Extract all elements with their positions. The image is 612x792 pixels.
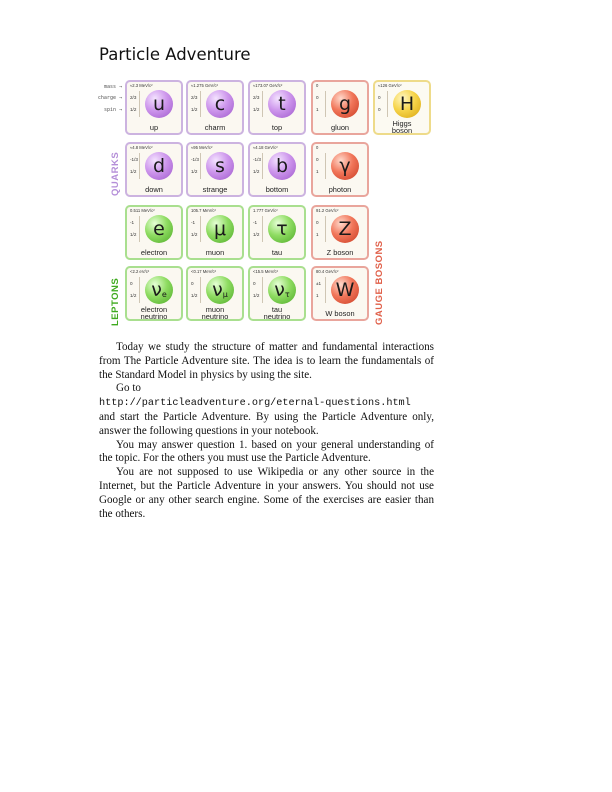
particle-mass: 1.777 GeV/c² (253, 208, 278, 213)
particle-charge: 2/3 (130, 95, 137, 100)
particle-spin: 1/2 (130, 169, 137, 174)
particle-name (375, 120, 429, 134)
gauge-bosons-label: GAUGE BOSONS (374, 240, 385, 325)
particle-name (313, 124, 367, 131)
particle-charge: ±1 (316, 281, 322, 286)
particle-spin: 1 (316, 232, 319, 237)
particle-name-line1: strange (202, 185, 228, 194)
particle-name-line2: neutrino (263, 312, 291, 321)
particle-charge: 0 (253, 281, 256, 286)
particle-name (188, 124, 242, 131)
particle-card (125, 266, 183, 321)
particle-mass: ≈1.275 GeV/c² (191, 83, 218, 88)
body-text (99, 341, 434, 521)
particle-mass: 0.511 MeV/c² (130, 208, 155, 213)
divider (262, 277, 263, 303)
particle-charge: -1/3 (130, 157, 138, 162)
symbol-glyph: d (152, 155, 166, 177)
particle-spin: 1/2 (130, 107, 137, 112)
particle-name-line1: down (145, 185, 163, 194)
divider (139, 216, 140, 242)
particle-symbol (331, 276, 359, 304)
symbol-glyph: ν (212, 279, 223, 301)
particle-mass: ≈4.18 GeV/c² (253, 145, 278, 150)
particle-name-line1: electron (140, 305, 168, 314)
particle-spin: 1/2 (191, 232, 198, 237)
divider (325, 91, 326, 117)
particle-card (125, 80, 183, 135)
divider (262, 216, 263, 242)
symbol-glyph: g (338, 93, 352, 115)
leptons-label: LEPTONS (110, 277, 121, 326)
particle-charge: -1/3 (253, 157, 261, 162)
particle-charge: 0 (130, 281, 133, 286)
particle-name-line1: photon (328, 185, 352, 194)
legend-charge: charge → (97, 95, 122, 101)
page-title: Particle Adventure (99, 45, 251, 64)
particle-name-line1: Z boson (326, 248, 354, 257)
divider (200, 277, 201, 303)
particle-spin: 1 (316, 293, 319, 298)
particle-name (250, 124, 304, 131)
particle-charge: -1 (130, 220, 135, 225)
particle-name-line1: muon (205, 248, 225, 257)
particle-name-line1: up (149, 123, 159, 132)
divider (200, 91, 201, 117)
url-line (99, 396, 434, 411)
particle-mass: 91.2 GeV/c² (316, 208, 339, 213)
particle-name (313, 186, 367, 193)
particle-name-line2: boson (391, 126, 413, 135)
particle-card (186, 205, 244, 260)
particle-card (311, 80, 369, 135)
legend-mass: mass → (103, 84, 122, 90)
particle-name (127, 124, 181, 131)
symbol-glyph: ν (274, 279, 285, 301)
particle-mass: 0 (316, 145, 319, 150)
particle-name-line2: neutrino (140, 312, 168, 321)
particle-card (125, 142, 183, 197)
particle-card (125, 205, 183, 260)
particle-card (186, 266, 244, 321)
particle-spin: 1/2 (253, 169, 260, 174)
symbol-glyph: b (275, 155, 289, 177)
divider (325, 277, 326, 303)
divider (200, 153, 201, 179)
particle-name (250, 306, 304, 320)
particle-spin: 1 (316, 169, 319, 174)
rules-paragraph: You are not supposed to use Wikipedia or any other source in the Internet, but the Particle Adventure in your answers. You should not use Google or any other search engine. Some of the exercises are easier than the others. (99, 466, 434, 520)
divider (325, 216, 326, 242)
particle-card (311, 142, 369, 197)
particle-name (127, 306, 181, 320)
particle-mass: ≈95 MeV/c² (191, 145, 213, 150)
particle-mass: 80.4 GeV/c² (316, 269, 339, 274)
quarks-label: QUARKS (110, 151, 121, 196)
particle-card (373, 80, 431, 135)
particle-symbol (331, 152, 359, 180)
particle-charge: 2/3 (253, 95, 260, 100)
particle-name-line1: electron (140, 248, 168, 257)
particle-spin: 1/2 (253, 293, 260, 298)
particle-symbol (206, 276, 234, 304)
particle-mass: 105.7 MeV/c² (191, 208, 216, 213)
particle-charge: -1/3 (191, 157, 199, 162)
particle-name-line1: top (271, 123, 283, 132)
symbol-glyph: H (399, 93, 415, 115)
particle-card (248, 80, 306, 135)
particle-name (250, 186, 304, 193)
particle-name-line1: charm (204, 123, 226, 132)
particle-mass: 0 (316, 83, 319, 88)
adventure-url[interactable]: http://particleadventure.org/eternal-questions.html (99, 398, 411, 410)
particle-symbol (206, 90, 234, 118)
particle-mass: ≈126 GeV/c² (378, 83, 402, 88)
particle-name-line1: bottom (265, 185, 289, 194)
standard-model-chart (0, 0, 612, 340)
divider (200, 216, 201, 242)
goto-line: Go to (116, 382, 141, 395)
symbol-subscript: μ (222, 289, 228, 299)
symbol-glyph: c (214, 93, 226, 115)
particle-card (248, 205, 306, 260)
particle-spin: 1/2 (130, 293, 137, 298)
particle-name-line1: tau (271, 248, 283, 257)
symbol-glyph: W (335, 279, 355, 301)
divider (262, 153, 263, 179)
particle-mass: ≈2.3 MeV/c² (130, 83, 153, 88)
intro-paragraph: Today we study the structure of matter and fundamental interactions from The Particle Adventure site. The idea is to learn the fundamentals of the Standard Model in physics by using the site. (99, 341, 434, 381)
particle-card (248, 142, 306, 197)
particle-name (250, 249, 304, 256)
particle-mass: ≈173.07 GeV/c² (253, 83, 283, 88)
symbol-glyph: μ (213, 218, 227, 240)
particle-name (127, 186, 181, 193)
particle-card (248, 266, 306, 321)
particle-mass: <2.2 eV/c² (130, 269, 150, 274)
divider (139, 277, 140, 303)
particle-spin: 1/2 (191, 107, 198, 112)
divider (262, 91, 263, 117)
particle-charge: -1 (253, 220, 258, 225)
particle-charge: -1 (191, 220, 196, 225)
symbol-glyph: e (153, 218, 165, 240)
legend-spin: spin → (103, 107, 122, 113)
start-paragraph: and start the Particle Adventure. By using the Particle Adventure only, answer the following questions in your notebook. (99, 410, 434, 437)
particle-mass: ≈4.8 MeV/c² (130, 145, 153, 150)
particle-mass: <0.17 MeV/c² (191, 269, 217, 274)
particle-card (186, 142, 244, 197)
particle-symbol (206, 215, 234, 243)
particle-spin: 1/2 (253, 107, 260, 112)
particle-name-line1: muon (205, 305, 225, 314)
particle-symbol (145, 152, 173, 180)
particle-name (188, 306, 242, 320)
particle-charge: 0 (378, 95, 381, 100)
particle-spin: 1/2 (191, 293, 198, 298)
particle-name-line1: gluon (330, 123, 350, 132)
particle-charge: 2/3 (191, 95, 198, 100)
particle-card (311, 266, 369, 321)
particle-charge: 0 (316, 95, 319, 100)
particle-symbol (145, 90, 173, 118)
particle-spin: 0 (378, 107, 381, 112)
particle-name (127, 249, 181, 256)
particle-spin: 1 (316, 107, 319, 112)
particle-name-line1: W boson (325, 309, 355, 318)
particle-spin: 1/2 (253, 232, 260, 237)
particle-symbol (268, 90, 296, 118)
particle-name (188, 249, 242, 256)
divider (325, 153, 326, 179)
particle-symbol (268, 276, 296, 304)
symbol-glyph: s (215, 155, 225, 177)
particle-symbol (268, 215, 296, 243)
symbol-glyph: u (152, 93, 166, 115)
particle-card (311, 205, 369, 260)
answer-paragraph: You may answer question 1. based on your general understanding of the topic. For the others you must use the Particle Adventure. (99, 438, 434, 465)
particle-symbol (393, 90, 421, 118)
particle-name-line1: Higgs (392, 119, 412, 128)
particle-spin: 1/2 (130, 232, 137, 237)
particle-name-line1: tau (271, 305, 283, 314)
particle-symbol (145, 276, 173, 304)
particle-name (188, 186, 242, 193)
particle-symbol (268, 152, 296, 180)
particle-name (313, 310, 367, 317)
symbol-glyph: Z (338, 218, 352, 240)
divider (139, 153, 140, 179)
particle-mass: <15.5 MeV/c² (253, 269, 279, 274)
particle-symbol (145, 215, 173, 243)
divider (387, 91, 388, 117)
particle-symbol (331, 90, 359, 118)
particle-symbol (206, 152, 234, 180)
particle-spin: 1/2 (191, 169, 198, 174)
symbol-glyph: γ (339, 155, 351, 177)
symbol-subscript: e (161, 289, 167, 299)
particle-charge: 0 (191, 281, 194, 286)
particle-name (313, 249, 367, 256)
symbol-glyph: τ (276, 218, 288, 240)
symbol-glyph: ν (151, 279, 162, 301)
particle-card (186, 80, 244, 135)
divider (139, 91, 140, 117)
particle-charge: 0 (316, 220, 319, 225)
symbol-glyph: t (278, 93, 286, 115)
particle-symbol (331, 215, 359, 243)
particle-name-line2: neutrino (201, 312, 229, 321)
particle-charge: 0 (316, 157, 319, 162)
symbol-subscript: τ (284, 289, 290, 299)
